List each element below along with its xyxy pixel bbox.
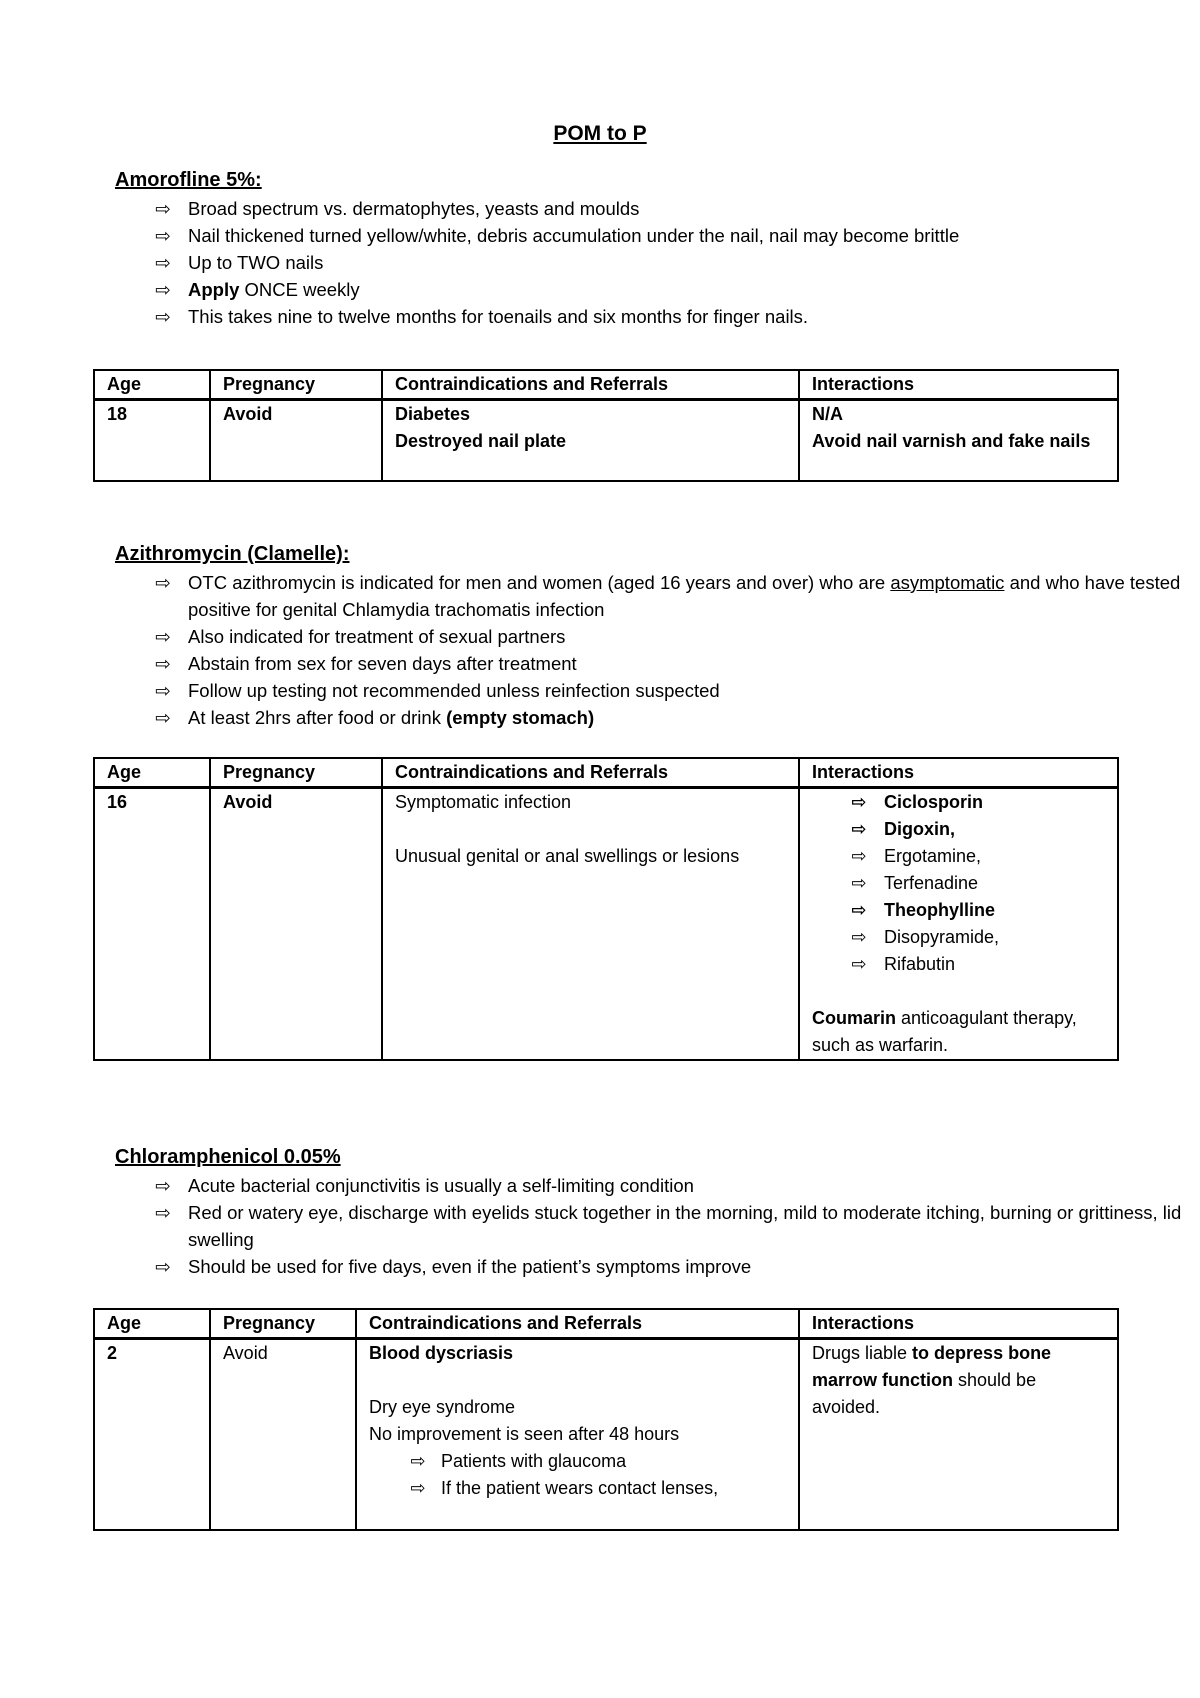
list-item: ⇨ Digoxin, [812, 816, 1105, 843]
header-interactions: Interactions [799, 370, 1118, 400]
contraindications-cell: Diabetes Destroyed nail plate [382, 400, 799, 481]
contraindications-cell: Symptomatic infection Unusual genital or anal swellings or lesions [382, 788, 799, 1061]
azithromycin-table [93, 757, 1119, 1061]
arrow-icon: ⇨ [155, 279, 171, 300]
section-heading: Chloramphenicol 0.05% [115, 1146, 341, 1168]
list-item: ⇨ Terfenadine [812, 870, 1105, 897]
arrow-icon: ⇨ [155, 198, 171, 219]
header-age: Age [94, 370, 210, 400]
pregnancy-cell: Avoid [210, 400, 382, 481]
interactions-cell: Drugs liable to depress bone marrow function should be avoided. [799, 1339, 1118, 1530]
list-item: ⇨ This takes nine to twelve months for toenails and six months for finger nails. [115, 303, 1200, 330]
arrow-icon: ⇨ [851, 900, 867, 920]
arrow-icon: ⇨ [155, 1256, 171, 1277]
list-item: ⇨ Follow up testing not recommended unless reinfection suspected [115, 677, 1200, 704]
section-azithromycin [115, 539, 1181, 731]
amorofline-table [93, 369, 1119, 482]
list-item: ⇨ Red or watery eye, discharge with eyelids stuck together in the morning, mild to moderate itching, burning or grittiness, lid swelling [115, 1199, 1200, 1253]
section-heading: Amorofline 5%: [115, 169, 262, 191]
header-age: Age [94, 758, 210, 788]
list-item: ⇨ Up to TWO nails [115, 249, 1200, 276]
interactions-cell: N/A Avoid nail varnish and fake nails [799, 400, 1118, 481]
chloramphenicol-table [93, 1308, 1119, 1531]
header-interactions: Interactions [799, 758, 1118, 788]
list-item: ⇨ Should be used for five days, even if the patient’s symptoms improve [115, 1253, 1200, 1280]
arrow-icon: ⇨ [155, 680, 171, 701]
list-item: ⇨ Theophylline [812, 897, 1105, 924]
pregnancy-cell: Avoid [210, 1339, 356, 1530]
header-contraindications: Contraindications and Referrals [382, 370, 799, 400]
bullet-list [115, 1172, 1182, 1280]
arrow-icon: ⇨ [155, 626, 171, 647]
list-item: ⇨ Disopyramide, [812, 924, 1105, 951]
table-row [94, 1339, 1118, 1530]
table-row [94, 400, 1118, 481]
arrow-icon: ⇨ [155, 707, 171, 728]
contraindications-sublist [369, 1448, 786, 1502]
arrow-icon: ⇨ [410, 1478, 426, 1498]
arrow-icon: ⇨ [851, 819, 867, 839]
list-item: ⇨ Abstain from sex for seven days after treatment [115, 650, 1200, 677]
interactions-cell [799, 788, 1118, 1061]
arrow-icon: ⇨ [155, 306, 171, 327]
bullet-list [115, 195, 1115, 330]
list-item: ⇨ Broad spectrum vs. dermatophytes, yeasts and moulds [115, 195, 1200, 222]
header-pregnancy: Pregnancy [210, 370, 382, 400]
list-item: ⇨ At least 2hrs after food or drink (empty stomach) [115, 704, 1200, 731]
interactions-list [812, 789, 1105, 978]
age-cell: 2 [94, 1339, 210, 1530]
arrow-icon: ⇨ [155, 252, 171, 273]
pregnancy-cell: Avoid [210, 788, 382, 1061]
header-age: Age [94, 1309, 210, 1339]
bullet-list [115, 569, 1181, 731]
contraindications-cell: Blood dyscriasis Dry eye syndrome No improvement is seen after 48 hours ⇨ Patients with glaucoma ⇨ If the patient wears contact lenses, [356, 1339, 799, 1530]
list-item: ⇨ Apply ONCE weekly [115, 276, 1200, 303]
list-item: ⇨ Nail thickened turned yellow/white, debris accumulation under the nail, nail may become brittle [115, 222, 1200, 249]
arrow-icon: ⇨ [851, 927, 867, 947]
header-interactions: Interactions [799, 1309, 1118, 1339]
header-contraindications: Contraindications and Referrals [356, 1309, 799, 1339]
arrow-icon: ⇨ [410, 1451, 426, 1471]
header-contraindications: Contraindications and Referrals [382, 758, 799, 788]
page-title: POM to P [553, 122, 647, 145]
interactions-note: Coumarin anticoagulant therapy, such as warfarin. [812, 1008, 1077, 1055]
age-cell: 18 [94, 400, 210, 481]
arrow-icon: ⇨ [155, 1202, 171, 1223]
arrow-icon: ⇨ [851, 792, 867, 812]
list-item: ⇨ Patients with glaucoma [369, 1448, 786, 1475]
arrow-icon: ⇨ [155, 572, 171, 593]
section-heading: Azithromycin (Clamelle): [115, 543, 350, 565]
list-item: ⇨ If the patient wears contact lenses, [369, 1475, 786, 1502]
list-item: ⇨ Acute bacterial conjunctivitis is usually a self-limiting condition [115, 1172, 1200, 1199]
list-item: ⇨ Ciclosporin [812, 789, 1105, 816]
section-chloramphenicol [115, 1142, 1182, 1280]
table-header-row [94, 758, 1118, 788]
header-pregnancy: Pregnancy [210, 758, 382, 788]
arrow-icon: ⇨ [851, 873, 867, 893]
arrow-icon: ⇨ [155, 1175, 171, 1196]
list-item: ⇨ Rifabutin [812, 951, 1105, 978]
list-item: ⇨ OTC azithromycin is indicated for men and women (aged 16 years and over) who are asymptomatic and who have tested positive for genital Chlamydia trachomatis infection [115, 569, 1200, 623]
arrow-icon: ⇨ [155, 225, 171, 246]
list-item: ⇨ Ergotamine, [812, 843, 1105, 870]
table-header-row [94, 1309, 1118, 1339]
arrow-icon: ⇨ [851, 954, 867, 974]
table-header-row [94, 370, 1118, 400]
list-item: ⇨ Also indicated for treatment of sexual partners [115, 623, 1200, 650]
arrow-icon: ⇨ [851, 846, 867, 866]
age-cell: 16 [94, 788, 210, 1061]
section-amorofline [115, 165, 1115, 330]
header-pregnancy: Pregnancy [210, 1309, 356, 1339]
table-row [94, 788, 1118, 1061]
arrow-icon: ⇨ [155, 653, 171, 674]
